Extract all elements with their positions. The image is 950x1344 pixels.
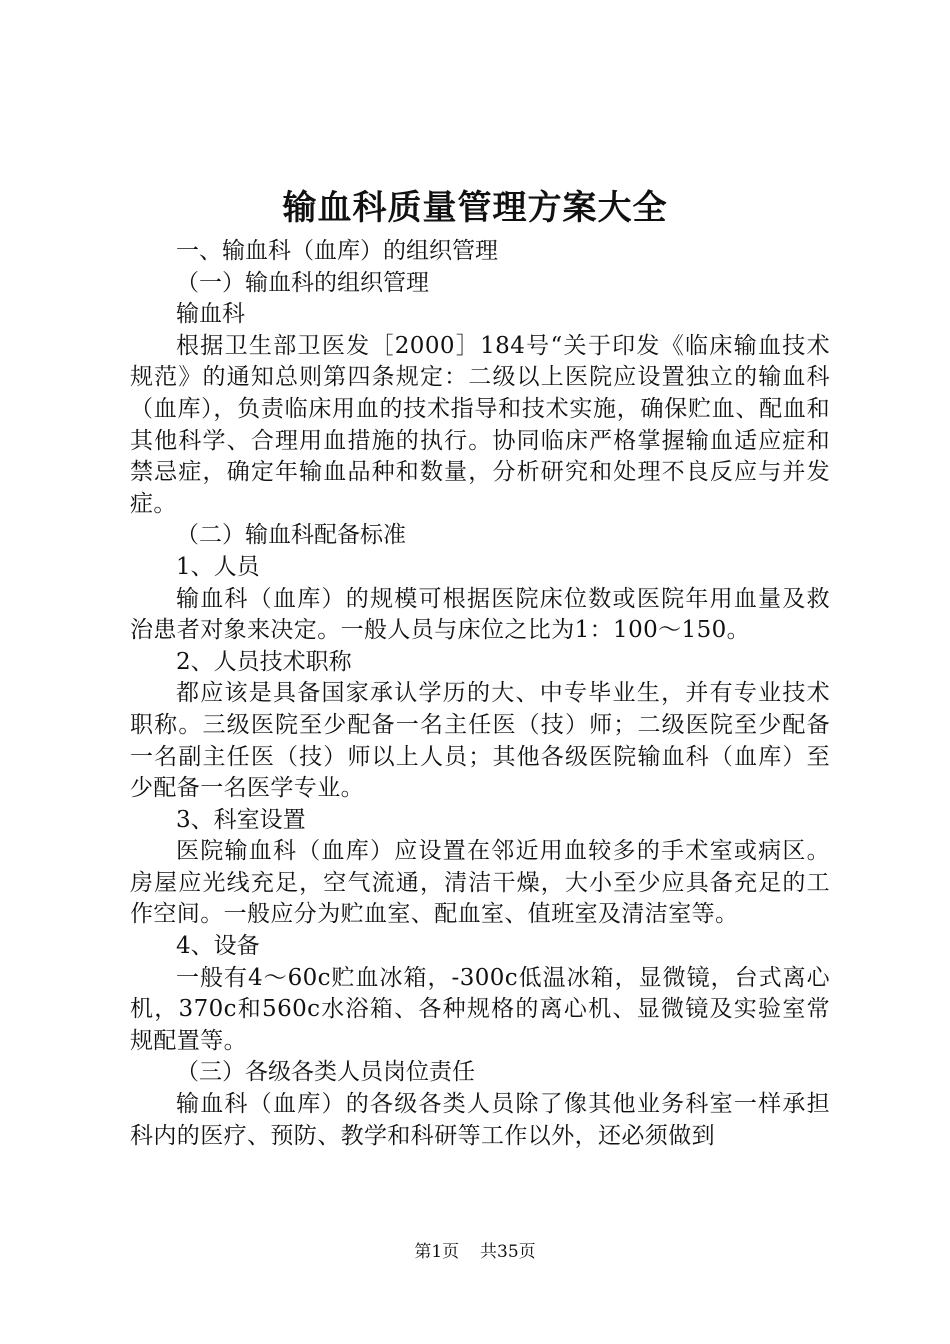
section-heading: 一、输血科（血库）的组织管理 (176, 238, 498, 264)
paragraph: 一般有4～60c贮血冰箱，-300c低温冰箱，显微镜，台式离心机，370c和560c水浴箱、各种规格的离心机、显微镜及实验室常规配置等。 (130, 964, 830, 1054)
page-number: 第1页 (414, 1242, 460, 1262)
subsection-heading: （三）各级各类人员岗位责任 (176, 1059, 475, 1086)
item-heading: 1、人员 (176, 553, 260, 580)
item-heading: 3、科室设置 (176, 806, 306, 833)
item-heading: 输血科 (176, 301, 245, 328)
subsection-heading: （二）输血科配备标准 (176, 522, 406, 549)
paragraph: 都应该是具备国家承认学历的大、中专毕业生，并有专业技术职称。三级医院至少配备一名主任医（技）师；二级医院至少配备一名副主任医（技）师以上人员；其他各级医院输血科（血库）至少配备一名医学专业。 (130, 680, 830, 802)
subsection-heading: （一）输血科的组织管理 (176, 269, 429, 296)
paragraph: 根据卫生部卫医发［2000］184号“关于印发《临床输血技术规范》的通知总则第四条规定：二级以上医院应设置独立的输血科（血库），负责临床用血的技术指导和技术实施，确保贮血、配血和其他科学、合理用血措施的执行。协同临床严格掌握输血适应症和禁忌症，确定年输血品种和数量，分析研究和处理不良反应与并发症。 (130, 332, 830, 517)
page-total: 共35页 (480, 1242, 536, 1262)
item-heading: 4、设备 (176, 933, 260, 960)
paragraph: 输血科（血库）的各级各类人员除了像其他业务科室一样承担科内的医疗、预防、教学和科研等工作以外，还必须做到 (130, 1091, 830, 1149)
paragraph: 输血科（血库）的规模可根据医院床位数或医院年用血量及救治患者对象来决定。一般人员与床位之比为1：100～150。 (130, 585, 830, 644)
document-body (130, 236, 830, 1152)
item-heading: 2、人员技术职称 (176, 648, 352, 675)
document-title: 输血科质量管理方案大全 (282, 188, 668, 228)
page-footer (0, 1241, 950, 1263)
paragraph: 医院输血科（血库）应设置在邻近用血较多的手术室或病区。房屋应光线充足，空气流通，清洁干燥，大小至少应具备充足的工作空间。一般应分为贮血室、配血室、值班室及清洁室等。 (130, 838, 830, 928)
